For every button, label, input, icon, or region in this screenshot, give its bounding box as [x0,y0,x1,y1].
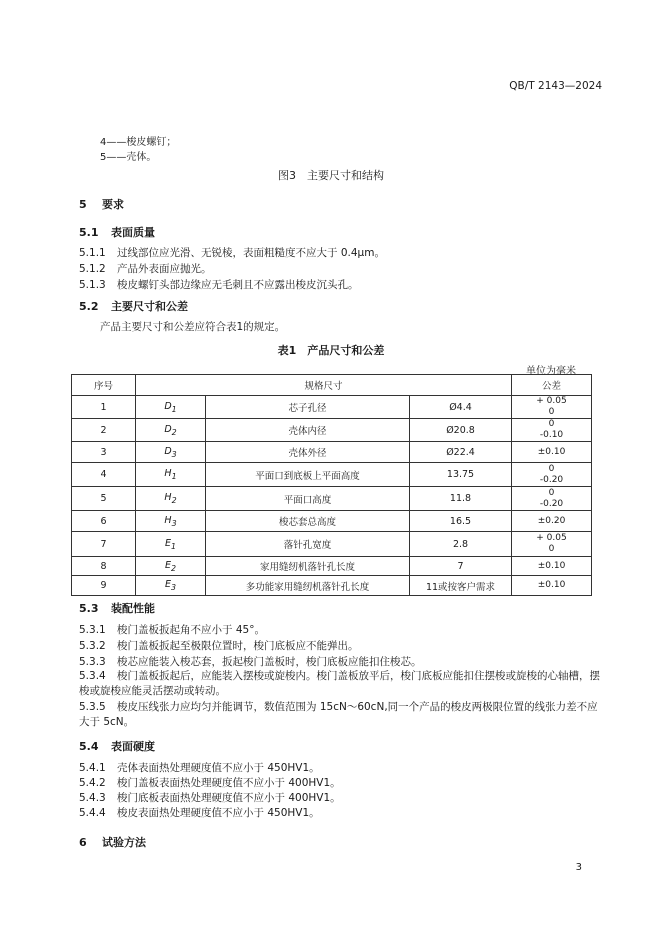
clause-text: 梭芯应能装入梭芯套，扳起梭门盖板时，梭门底板应能扣住梭芯。 [117,656,422,668]
tolerance-upper: + 0.05 [536,533,567,543]
cell-no: 9 [72,576,136,596]
symbol-subscript: 1 [170,541,177,551]
table-row [72,532,592,557]
cell-value: 7 [410,557,512,576]
cell-value: 2.8 [410,532,512,557]
symbol-subscript: 3 [171,449,177,459]
cell-name: 芯子孔径 [206,396,410,419]
cell-tolerance [512,419,592,442]
section-number: 6 [79,836,87,849]
clause-number: 5.3.4 [79,670,106,682]
cell-tolerance [512,396,592,419]
symbol-letter: D [164,445,172,457]
clause-number: 5.1.1 [79,247,106,259]
cell-value: 11.8 [410,487,512,511]
header-no: 序号 [72,375,136,396]
cell-value: Ø20.8 [410,419,512,442]
tolerance-upper: ±0.20 [537,515,566,526]
section-number: 5.2 [79,300,99,313]
symbol-letter: E [164,559,171,571]
clause-text: 壳体表面热处理硬度值不应小于 450HV1。 [117,762,320,774]
section-number: 5.3 [79,602,99,615]
cell-symbol [136,442,206,463]
clause-5-3-5 [79,700,601,730]
clause-text: 梭门盖板扳起角不应小于 45°。 [117,624,265,636]
cell-no: 5 [72,487,136,511]
clause-5-1-1 [79,245,385,260]
symbol-letter: H [164,468,172,480]
section-6-heading [79,834,146,850]
figure-note-5: 5——壳体。 [100,152,157,163]
section-title: 试验方法 [102,836,146,849]
clause-text: 梭门盖板扳起至极限位置时，梭门底板应不能弹出。 [117,640,359,652]
clause-number: 5.3.5 [79,701,106,713]
cell-value: 13.75 [410,463,512,487]
cell-symbol [136,576,206,596]
cell-name: 家用缝纫机落针孔长度 [206,557,410,576]
section-5-heading [79,196,124,212]
symbol-subscript: 2 [171,495,177,505]
cell-tolerance [512,442,592,463]
section-number: 5.1 [79,226,99,239]
clause-5-3-1 [79,622,265,637]
table-row [72,396,592,419]
cell-no: 6 [72,511,136,532]
cell-no: 2 [72,419,136,442]
cell-value: Ø22.4 [410,442,512,463]
dimension-table [71,374,592,596]
symbol-letter: E [164,579,171,591]
table-row [72,463,592,487]
cell-value: Ø4.4 [410,396,512,419]
cell-no: 7 [72,532,136,557]
document-code: QB/T 2143—2024 [509,80,602,92]
clause-5-4-1 [79,760,320,775]
clause-number: 5.3.3 [79,656,106,668]
section-title: 要求 [102,198,124,211]
tolerance-upper: 0 [548,487,555,498]
cell-name: 多功能家用缝纫机落针孔长度 [206,576,410,596]
cell-value: 11或按客户需求 [410,576,512,596]
symbol-subscript: 2 [171,427,177,437]
symbol-letter: E [164,537,171,549]
figure-caption: 图3 主要尺寸和结构 [278,169,384,182]
tolerance-upper: + 0.05 [536,396,567,406]
symbol-subscript: 1 [171,471,177,481]
cell-symbol [136,557,206,576]
section-5-2-heading [79,298,188,314]
clause-text: 梭皮螺钉头部边缘应无毛刺且不应露出梭皮沉头孔。 [117,279,359,291]
tolerance-lower: -0.20 [539,498,564,509]
cell-symbol [136,396,206,419]
cell-symbol [136,511,206,532]
figure-note-4: 4——梭皮螺钉； [100,137,177,148]
clause-5-4-4 [79,805,320,820]
tolerance-lower: -0.20 [539,474,564,485]
cell-tolerance [512,557,592,576]
clause-5-4-3 [79,790,341,805]
cell-name: 壳体外径 [206,442,410,463]
tolerance-upper: 0 [548,419,555,429]
cell-symbol [136,532,206,557]
symbol-letter: H [164,492,172,504]
cell-symbol [136,487,206,511]
clause-5-3-3 [79,654,422,669]
tolerance-lower: 0 [548,407,555,417]
table-row [72,511,592,532]
table-row [72,576,592,596]
clause-text: 梭门盖板表面热处理硬度值不应小于 400HV1。 [117,777,341,789]
tolerance-upper: ±0.10 [537,580,566,590]
clause-text: 梭门底板表面热处理硬度值不应小于 400HV1。 [117,792,341,804]
clause-number: 5.3.2 [79,640,106,652]
clause-number: 5.3.1 [79,624,106,636]
clause-5-1-2 [79,261,212,276]
clause-number: 5.4.1 [79,762,106,774]
clause-5-3-2 [79,638,359,653]
table-row [72,442,592,463]
tolerance-upper: ±0.10 [537,446,566,457]
symbol-letter: H [164,514,172,526]
tolerance-upper: ±0.10 [537,560,566,571]
clause-number: 5.4.3 [79,792,106,804]
table-row [72,419,592,442]
section-title: 装配性能 [111,602,155,615]
cell-name: 落针孔宽度 [206,532,410,557]
cell-tolerance [512,463,592,487]
cell-symbol [136,419,206,442]
tolerance-upper: 0 [548,463,555,474]
clause-5-3-4 [79,669,601,699]
clause-text: 产品外表面应抛光。 [117,263,212,275]
clause-number: 5.1.3 [79,279,106,291]
symbol-subscript: 3 [171,518,177,528]
symbol-subscript: 2 [170,563,177,573]
clause-number: 5.1.2 [79,263,106,275]
symbol-letter: D [164,423,172,435]
section-5-1-heading [79,224,155,240]
section-title: 表面硬度 [111,740,155,753]
cell-symbol [136,463,206,487]
cell-name: 平面口高度 [206,487,410,511]
paragraph-5-2: 产品主要尺寸和公差应符合表1的规定。 [100,321,286,333]
cell-name: 壳体内径 [206,419,410,442]
symbol-subscript: 1 [171,404,177,414]
cell-tolerance [512,532,592,557]
header-spec: 规格尺寸 [136,375,512,396]
header-tol: 公差 [512,375,592,396]
clause-number: 5.4.2 [79,777,106,789]
symbol-subscript: 3 [170,582,177,592]
clause-5-4-2 [79,775,341,790]
clause-5-1-3 [79,277,359,292]
cell-name: 平面口到底板上平面高度 [206,463,410,487]
symbol-letter: D [164,400,172,412]
cell-name: 梭芯套总高度 [206,511,410,532]
table-row [72,557,592,576]
section-title: 主要尺寸和公差 [111,300,188,313]
page-number: 3 [575,862,582,873]
section-number: 5.4 [79,740,99,753]
section-5-4-heading [79,738,155,754]
table-caption: 表1 产品尺寸和公差 [277,344,385,357]
table-header-row [72,375,592,396]
cell-tolerance [512,511,592,532]
section-number: 5 [79,198,87,211]
table-row [72,487,592,511]
clause-text: 梭皮压线张力应均匀并能调节，数值范围为 15cN～60cN,同一个产品的梭皮两极限位置的线张力差不应大于 5cN。 [79,701,598,728]
tolerance-lower: -0.10 [539,430,564,440]
cell-tolerance [512,487,592,511]
cell-no: 1 [72,396,136,419]
cell-no: 3 [72,442,136,463]
cell-no: 4 [72,463,136,487]
clause-number: 5.4.4 [79,807,106,819]
clause-text: 过线部位应光滑、无锐棱，表面粗糙度不应大于 0.4μm。 [117,247,385,259]
cell-tolerance [512,576,592,596]
clause-text: 梭门盖板扳起后，应能装入摆梭或旋梭内。梭门盖板放平后，梭门底板应能扣住摆梭或旋梭的心轴槽，摆梭或旋梭应能灵活摆动或转动。 [79,670,600,697]
clause-text: 梭皮表面热处理硬度值不应小于 450HV1。 [117,807,320,819]
section-5-3-heading [79,600,155,616]
tolerance-lower: 0 [548,544,555,554]
section-title: 表面质量 [111,226,155,239]
cell-value: 16.5 [410,511,512,532]
table-unit-note: 单位为毫米 [526,366,576,377]
cell-no: 8 [72,557,136,576]
